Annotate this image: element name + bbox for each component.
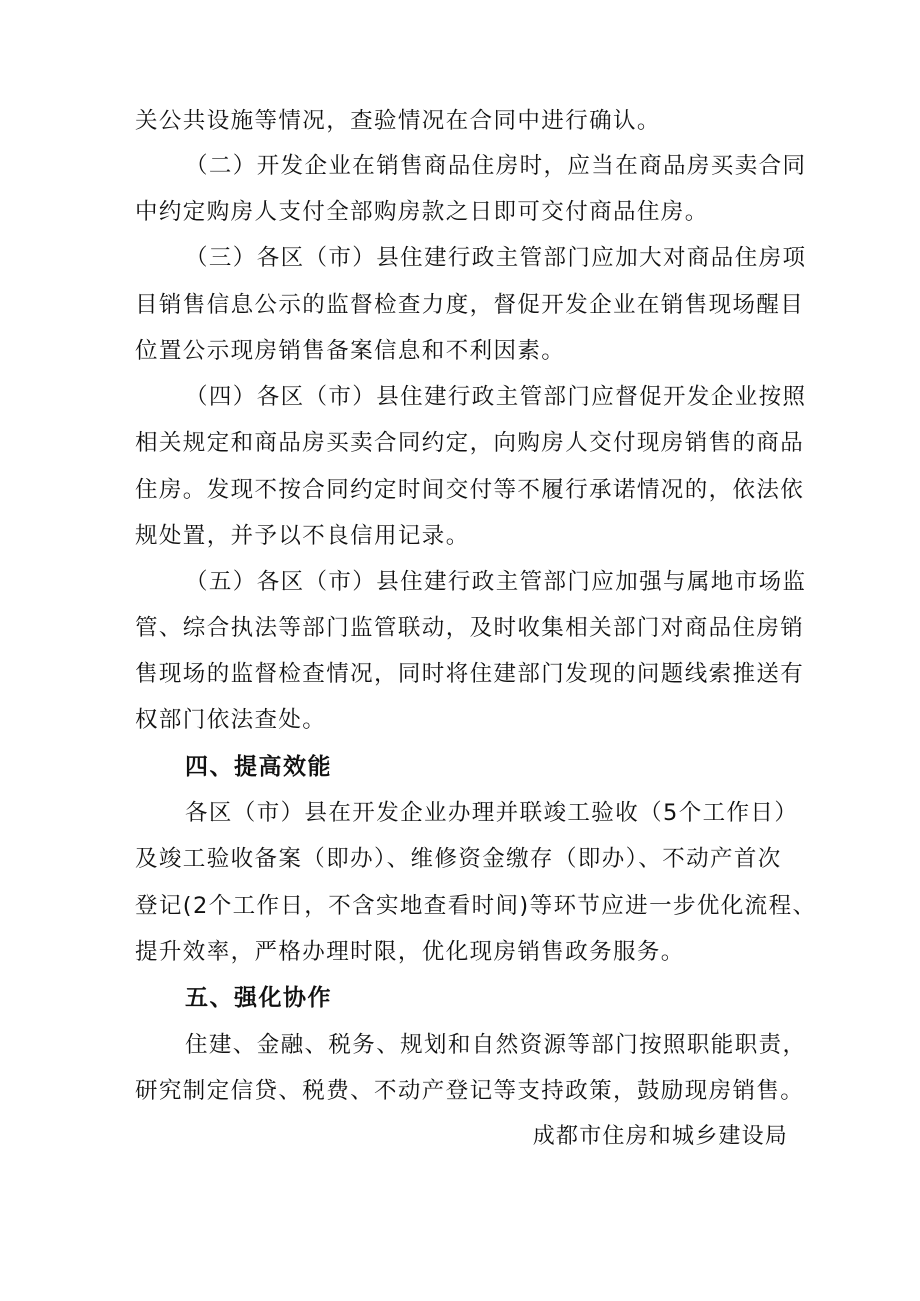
paragraph-line: （二）开发企业在销售商品住房时，应当在商品房买卖合同 [185, 153, 807, 179]
paragraph-line: 及竣工验收备案（即办）、维修资金缴存（即办）、不动产首次 [135, 846, 782, 872]
paragraph-line: 相关规定和商品房买卖合同约定，向购房人交付现房销售的商品 [135, 430, 805, 456]
paragraph-line: 管、综合执法等部门监管联动，及时收集相关部门对商品住房销 [135, 615, 805, 641]
paragraph-line: （五）各区（市）县住建行政主管部门应加强与属地市场监 [185, 569, 807, 595]
paragraph-line: 中约定购房人支付全部购房款之日即可交付商品住房。 [135, 199, 709, 225]
paragraph-line: 权部门依法查处。 [135, 707, 327, 733]
paragraph-line: 售现场的监督检查情况，同时将住建部门发现的问题线索推送有 [135, 661, 805, 687]
paragraph-line: 规处置，并予以不良信用记录。 [135, 523, 470, 549]
paragraph-line: 关公共设施等情况，查验情况在合同中进行确认。 [135, 108, 661, 134]
paragraph-line: （三）各区（市）县住建行政主管部门应加大对商品住房项 [185, 245, 807, 271]
paragraph-line: （四）各区（市）县住建行政主管部门应督促开发企业按照 [185, 384, 807, 410]
paragraph-line: 登记(2个工作日，不含实地查看时间)等环节应进一步优化流程、 [135, 893, 817, 919]
paragraph-line: 目销售信息公示的监督检查力度，督促开发企业在销售现场醒目 [135, 292, 805, 318]
paragraph-line: 住建、金融、税务、规划和自然资源等部门按照职能职责， [185, 1032, 807, 1058]
issuer-signature: 成都市住房和城乡建设局 [532, 1124, 788, 1149]
section-heading: 四、提高效能 [185, 754, 332, 780]
paragraph-line: 提升效率，严格办理时限，优化现房销售政务服务。 [135, 939, 685, 965]
section-heading: 五、强化协作 [185, 985, 332, 1011]
paragraph-line: 住房。发现不按合同约定时间交付等不履行承诺情况的，依法依 [135, 477, 805, 503]
paragraph-line: 位置公示现房销售备案信息和不利因素。 [135, 338, 566, 364]
paragraph-line: 各区（市）县在开发企业办理并联竣工验收（5个工作日） [185, 800, 799, 826]
paragraph-line: 研究制定信贷、税费、不动产登记等支持政策，鼓励现房销售。 [135, 1078, 805, 1104]
